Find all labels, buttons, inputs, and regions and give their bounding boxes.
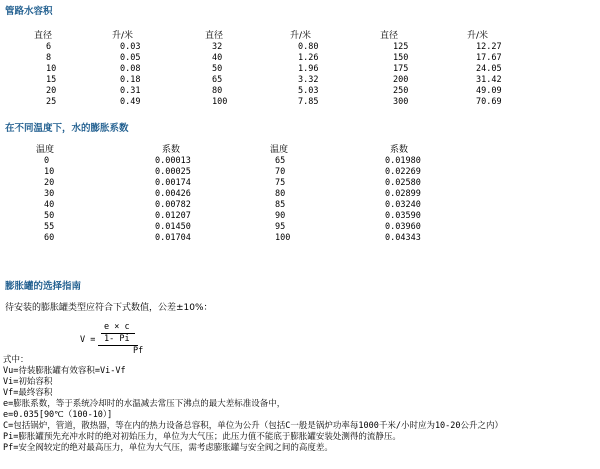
table-cell: 49.09	[476, 86, 502, 96]
table-cell: 40	[212, 53, 223, 63]
table-row	[0, 97, 600, 108]
table-cell: 0	[44, 156, 50, 166]
table-cell: 0.01450	[155, 222, 191, 232]
table-row	[0, 167, 600, 178]
column-header: 升/米	[112, 31, 134, 41]
table-cell: 0.00013	[155, 156, 191, 166]
table-cell: 0.49	[120, 97, 141, 107]
column-header: 升/米	[290, 31, 312, 41]
table-cell: 65	[212, 75, 223, 85]
table-cell: 20	[44, 178, 55, 188]
table-cell: 12.27	[476, 42, 502, 52]
table-cell: 85	[275, 200, 286, 210]
definition-line: C=包括锅炉，管道，散热器，等在内的热力设备总容积，单位为公升（包括C一般是锅炉功率每1000千米/小时应为10-20公升之内）	[3, 421, 504, 431]
table-row	[0, 156, 600, 167]
table-cell: 0.00174	[155, 178, 191, 188]
table-cell: 0.03240	[385, 200, 421, 210]
table-cell: 0.02269	[385, 167, 421, 177]
table-row	[0, 53, 600, 64]
tank-guide-intro: 待安装的膨胀罐类型应符合下式数值，公差±10%：	[5, 303, 213, 313]
table-cell: 60	[44, 233, 55, 243]
definition-line: Pf=安全阀较定的绝对最高压力，单位为大气压，需考虑膨胀罐与安全阀之间的高度差。	[3, 443, 333, 453]
table-row	[0, 86, 600, 97]
table-cell: 0.18	[120, 75, 141, 85]
table-cell: 50	[44, 211, 55, 221]
column-header: 直径	[205, 31, 224, 41]
table-cell: 0.08	[120, 64, 141, 74]
table-cell: 0.80	[298, 42, 319, 52]
table-header-row	[0, 145, 600, 156]
table-cell: 80	[275, 189, 286, 199]
table-cell: 250	[393, 86, 409, 96]
formula-lhs: V =	[80, 335, 96, 345]
table-cell: 20	[46, 86, 57, 96]
table-cell: 17.67	[476, 53, 502, 63]
table-cell: 95	[275, 222, 286, 232]
table-cell: 0.00426	[155, 189, 191, 199]
definition-line: Vu=待装膨胀罐有效容积=Vi-Vf	[3, 366, 126, 376]
column-header: 直径	[380, 31, 399, 41]
column-header: 系数	[390, 145, 409, 155]
table-cell: 0.01980	[385, 156, 421, 166]
table-cell: 1.26	[298, 53, 319, 63]
table-cell: 0.02580	[385, 178, 421, 188]
table-cell: 7.85	[298, 97, 319, 107]
table-cell: 0.04343	[385, 233, 421, 243]
tank-guide-title: 膨胀罐的选择指南	[5, 281, 82, 292]
table-cell: 90	[275, 211, 286, 221]
fraction-bar	[98, 345, 138, 346]
table-cell: 10	[46, 64, 57, 74]
table-cell: 175	[393, 64, 409, 74]
pipe-volume-title: 管路水容积	[5, 6, 53, 17]
definition-line: e=0.035[90℃（100-10）]	[3, 410, 113, 420]
definition-line: Vf=最终容积	[3, 388, 53, 398]
table-cell: 3.32	[298, 75, 319, 85]
table-cell: 6	[46, 42, 52, 52]
table-cell: 0.02899	[385, 189, 421, 199]
table-cell: 24.05	[476, 64, 502, 74]
table-cell: 30	[44, 189, 55, 199]
table-cell: 75	[275, 178, 286, 188]
table-row	[0, 189, 600, 200]
table-cell: 70	[275, 167, 286, 177]
table-cell: 0.00025	[155, 167, 191, 177]
table-cell: 25	[46, 97, 57, 107]
table-row	[0, 64, 600, 75]
expansion-title: 在不同温度下，水的膨胀系数	[5, 123, 129, 134]
definition-line: Pi=膨胀罐预先充冲水时的绝对初始压力，单位为大气压；此压力值不能底于膨胀罐安装处测得的流静压。	[3, 432, 401, 442]
definition-line: e=膨胀系数，等于系统冷却时的水温减去常压下沸点的最大差标准设备中，	[3, 399, 286, 409]
table-cell: 50	[212, 64, 223, 74]
table-cell: 55	[44, 222, 55, 232]
table-cell: 0.01207	[155, 211, 191, 221]
table-cell: 32	[212, 42, 223, 52]
expansion-table	[0, 145, 600, 244]
column-header: 温度	[36, 145, 55, 155]
table-cell: 31.42	[476, 75, 502, 85]
definition-line: 式中：	[3, 355, 29, 365]
pipe-table-body	[0, 42, 600, 108]
table-row	[0, 222, 600, 233]
column-header: 温度	[270, 145, 289, 155]
table-cell: 70.69	[476, 97, 502, 107]
table-cell: 200	[393, 75, 409, 85]
table-cell: 0.31	[120, 86, 141, 96]
table-row	[0, 42, 600, 53]
table-cell: 10	[44, 167, 55, 177]
formula-sub: Pf	[133, 346, 144, 356]
table-cell: 100	[212, 97, 228, 107]
table-cell: 125	[393, 42, 409, 52]
table-cell: 80	[212, 86, 223, 96]
definition-block	[3, 355, 503, 454]
table-header-row	[0, 31, 600, 42]
table-cell: 0.03590	[385, 211, 421, 221]
column-header: 升/米	[467, 31, 489, 41]
table-cell: 300	[393, 97, 409, 107]
table-cell: 0.00782	[155, 200, 191, 210]
table-cell: 0.01704	[155, 233, 191, 243]
expansion-table-body	[0, 156, 600, 244]
table-cell: 5.03	[298, 86, 319, 96]
table-row	[0, 200, 600, 211]
table-cell: 1.96	[298, 64, 319, 74]
table-cell: 150	[393, 53, 409, 63]
table-cell: 100	[275, 233, 291, 243]
table-cell: 15	[46, 75, 57, 85]
table-cell: 8	[46, 53, 52, 63]
table-row	[0, 233, 600, 244]
formula-denominator: 1- Pi	[104, 334, 130, 344]
table-cell: 0.03	[120, 42, 141, 52]
table-row	[0, 211, 600, 222]
table-cell: 0.03960	[385, 222, 421, 232]
column-header: 系数	[162, 145, 181, 155]
formula-numerator: e × c	[104, 322, 130, 332]
pipe-volume-table	[0, 31, 600, 108]
table-cell: 65	[275, 156, 286, 166]
table-cell: 40	[44, 200, 55, 210]
table-row	[0, 75, 600, 86]
table-row	[0, 178, 600, 189]
table-cell: 0.05	[120, 53, 141, 63]
definition-line: Vi=初始容积	[3, 377, 53, 387]
column-header: 直径	[34, 31, 53, 41]
